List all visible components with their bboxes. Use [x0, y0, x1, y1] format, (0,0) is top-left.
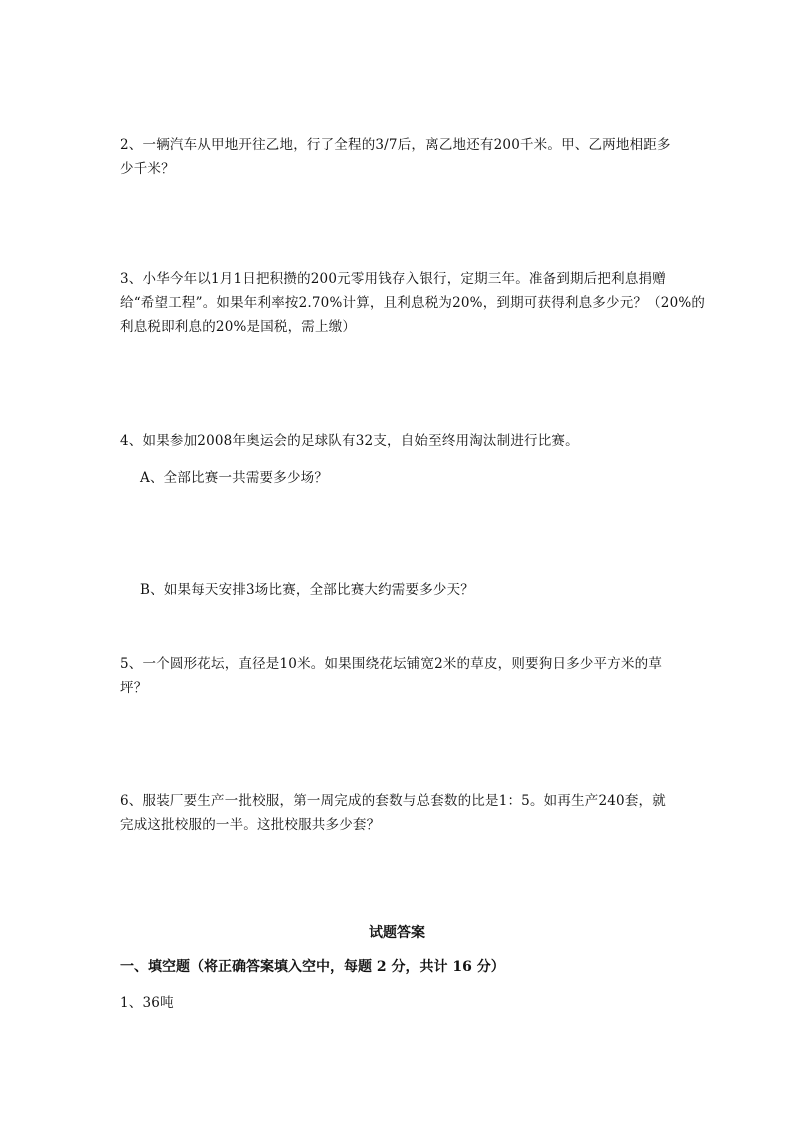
question-2: [120, 133, 680, 181]
question-6: [120, 789, 680, 837]
question-2-line-2: 少千米？: [120, 161, 175, 177]
question-5-line-2: 坪？: [120, 680, 148, 696]
question-4-part-a: A、全部比赛一共需要多少场？: [140, 470, 329, 486]
question-3-line-1: 3、小华今年以1月1日把积攒的200元零用钱存入银行，定期三年。准备到期后把利息捐赠: [120, 271, 666, 287]
answers-section-1-heading: 一、填空题（将正确答案填入空中，每题 2 分，共计 16 分）: [120, 959, 505, 975]
question-2-line-1: 2、一辆汽车从甲地开往乙地，行了全程的3/7后，离乙地还有200千米。甲、乙两地相距多: [120, 137, 671, 153]
question-5: [120, 652, 680, 700]
question-3-line-3: 利息税即利息的20%是国税，需上缴）: [120, 319, 357, 335]
answers-title: 试题答案: [369, 925, 425, 941]
question-3-line-2: 给“希望工程”。如果年利率按2.70%计算，且利息税为20%，到期可获得利息多少元？（20%的: [120, 295, 706, 311]
question-6-line-1: 6、服装厂要生产一批校服，第一周完成的套数与总套数的比是1：5。如再生产240套，就: [120, 793, 666, 809]
question-3: [120, 267, 706, 339]
question-4-stem: 4、如果参加2008年奥运会的足球队有32支，自始至终用淘汰制进行比赛。: [120, 433, 579, 449]
question-6-line-2: 完成这批校服的一半。这批校服共多少套？: [120, 817, 381, 833]
answer-item-1: 1、36吨: [120, 995, 174, 1011]
question-5-line-1: 5、一个圆形花坛，直径是10米。如果围绕花坛铺宽2米的草皮，则要狗日多少平方米的草: [120, 656, 663, 672]
question-4-part-b: B、如果每天安排3场比赛，全部比赛大约需要多少天？: [140, 582, 475, 598]
